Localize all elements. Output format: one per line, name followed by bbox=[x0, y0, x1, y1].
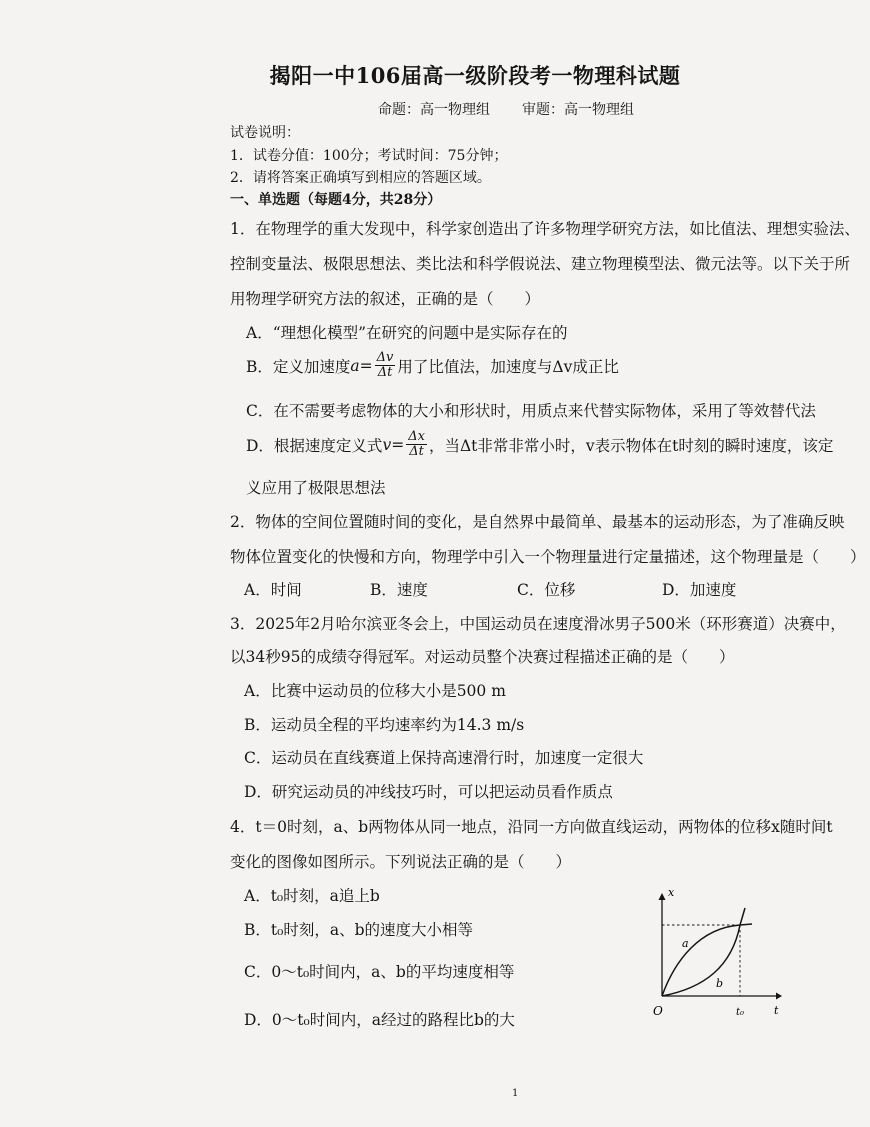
q2-option-b: B．速度 bbox=[370, 581, 428, 599]
q3-option-b: B．运动员全程的平均速率约为14.3 m/s bbox=[244, 716, 525, 734]
section-heading-single-choice: 一、单选题（每题4分，共28分） bbox=[230, 192, 442, 208]
x-axis-arrow bbox=[659, 893, 666, 900]
q3-option-c: C．运动员在直线赛道上保持高速滑行时，加速度一定很大 bbox=[244, 749, 644, 767]
q1-option-d: D．根据速度定义式 v = $\frac{\Delta x}{\Delta t}$ ，当Δt非常非常小时，v表示物体在t时刻的瞬时速度，该定 bbox=[246, 429, 834, 459]
q1-option-a: A．“理想化模型”在研究的问题中是实际存在的 bbox=[246, 324, 568, 342]
q1-d-fraction: $\frac{\Delta x}{\Delta t}$ bbox=[408, 429, 425, 459]
curve-a bbox=[662, 924, 752, 996]
curve-a-label: a bbox=[682, 937, 689, 950]
instruction-item-1: 1．试卷分值：100分；考试时间：75分钟； bbox=[230, 148, 508, 164]
q2-option-d: D．加速度 bbox=[662, 581, 737, 599]
exam-title: 揭阳一中106届高一级阶段考一物理科试题 bbox=[269, 63, 681, 88]
q4-option-d: D．0～t₀时间内，a经过的路程比b的大 bbox=[244, 1011, 515, 1029]
proposer-label: 命题：高一物理组 bbox=[378, 102, 490, 118]
instructions-heading: 试卷说明： bbox=[230, 125, 300, 141]
curve-b-label: b bbox=[716, 977, 724, 990]
q2-stem-line-2: 物体位置变化的快慢和方向，物理学中引入一个物理量进行定量描述，这个物理量是（ ） bbox=[230, 548, 866, 566]
q4-xt-graph bbox=[650, 888, 785, 1023]
exam-authors bbox=[378, 99, 634, 119]
q1-b-fraction: $\frac{\Delta v}{\Delta t}$ bbox=[376, 350, 394, 380]
q1-stem-line-3: 用物理学研究方法的叙述，正确的是（ ） bbox=[230, 290, 541, 308]
q1-option-d-line-2: 义应用了极限思想法 bbox=[246, 479, 386, 497]
t-axis-arrow bbox=[776, 993, 782, 1000]
origin-label: O bbox=[653, 1004, 663, 1018]
page-number: 1 bbox=[512, 1088, 519, 1099]
t0-label: t₀ bbox=[736, 1007, 745, 1018]
q1-stem-line-2: 控制变量法、极限思想法、类比法和科学假说法、建立物理模型法、微元法等。以下关于所 bbox=[230, 255, 851, 273]
q4-option-b: B．t₀时刻，a、b的速度大小相等 bbox=[244, 921, 473, 939]
reviewer-label: 审题：高一物理组 bbox=[522, 102, 634, 118]
q4-stem-line-1: 4．t＝0时刻，a、b两物体从同一地点，沿同一方向做直线运动，两物体的位移x随时间t bbox=[230, 818, 833, 836]
q1-option-b: B．定义加速度 a = $\frac{\Delta v}{\Delta t}$ 用了比值法，加速度与Δv成正比 bbox=[246, 350, 619, 380]
q2-stem-line-1: 2．物体的空间位置随时间的变化，是自然界中最简单、最基本的运动形态，为了准确反映 bbox=[230, 513, 845, 531]
q1-option-c: C．在不需要考虑物体的大小和形状时，用质点来代替实际物体，采用了等效替代法 bbox=[246, 402, 816, 420]
q4-stem-line-2: 变化的图像如图所示。下列说法正确的是（ ） bbox=[230, 853, 572, 871]
q1-stem-line-1: 1．在物理学的重大发现中，科学家创造出了许多物理学研究方法，如比值法、理想实验法、 bbox=[230, 220, 860, 238]
x-axis-label: x bbox=[668, 888, 675, 899]
q3-stem-line-1: 3．2025年2月哈尔滨亚冬会上，中国运动员在速度滑冰男子500米（环形赛道）决赛中， bbox=[230, 615, 846, 633]
q2-option-c: C．位移 bbox=[517, 581, 576, 599]
t-axis-label: t bbox=[774, 1004, 779, 1017]
q2-option-a: A．时间 bbox=[244, 581, 302, 599]
q3-option-d: D．研究运动员的冲线技巧时，可以把运动员看作质点 bbox=[244, 783, 613, 801]
curve-b bbox=[662, 908, 745, 996]
instruction-item-2: 2．请将答案正确填写到相应的答题区域。 bbox=[230, 170, 491, 186]
q3-option-a: A．比赛中运动员的位移大小是500 m bbox=[244, 682, 506, 700]
q4-option-c: C．0～t₀时间内，a、b的平均速度相等 bbox=[244, 963, 515, 981]
q3-stem-line-2: 以34秒95的成绩夺得冠军。对运动员整个决赛过程描述正确的是（ ） bbox=[230, 648, 735, 666]
q4-option-a: A．t₀时刻，a追上b bbox=[244, 887, 380, 905]
